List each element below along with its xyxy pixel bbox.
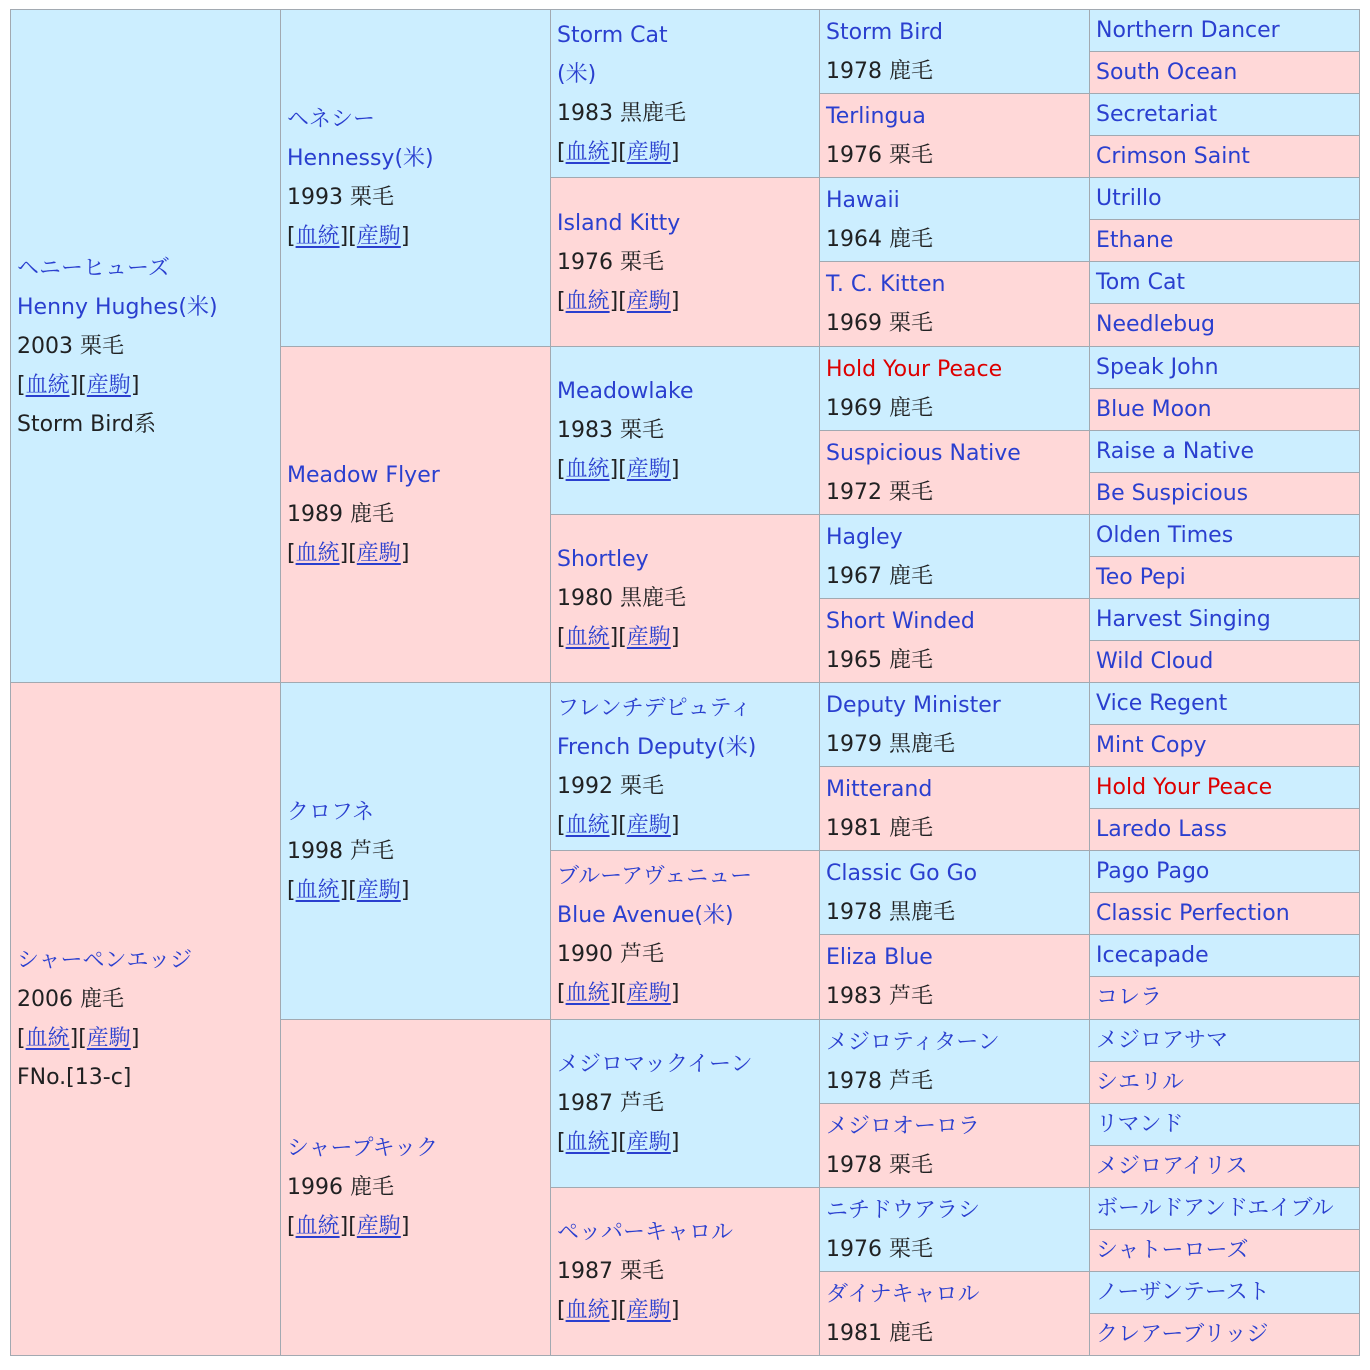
horse-info: 1980 黒鹿毛 — [557, 586, 686, 611]
pedigree-cell-gen5 — [1089, 598, 1360, 641]
bracket: ] — [609, 625, 619, 650]
pedigree-cell-gen4 — [819, 1019, 1090, 1104]
pedigree-links — [287, 534, 544, 573]
horse-name-link[interactable]: Tom Cat — [1096, 269, 1186, 295]
offspring-link[interactable]: 産駒 — [626, 625, 671, 650]
bracket: [ — [557, 457, 566, 482]
pedigree-cell-gen4 — [819, 177, 1090, 262]
bracket: ] — [609, 1130, 619, 1155]
horse-info: 1992 栗毛 — [557, 773, 664, 799]
bracket: [ — [618, 139, 627, 165]
horse-name-link[interactable]: メジロオーロラ — [826, 1113, 981, 1139]
horse-name-link[interactable]: コレラ — [1096, 985, 1163, 1010]
horse-info: 1967 鹿毛 — [826, 563, 933, 589]
horse-info: 1989 鹿毛 — [287, 502, 394, 527]
horse-name-link[interactable]: メジロマックイーン — [557, 1052, 753, 1077]
pedigree-links — [557, 806, 813, 845]
pedigree-link[interactable]: 血統 — [295, 1214, 340, 1239]
offspring-link[interactable]: 産駒 — [626, 288, 671, 314]
horse-name-link[interactable]: Olden Times — [1096, 522, 1234, 548]
pedigree-cell-gen3 — [550, 346, 820, 515]
pedigree-cell-gen5 — [1089, 1061, 1360, 1104]
pedigree-link[interactable]: 血統 — [25, 372, 70, 398]
pedigree-cell-gen5 — [1089, 1187, 1360, 1230]
horse-info: 1998 芦毛 — [287, 838, 394, 864]
horse-name-link[interactable]: Ethane — [1096, 227, 1174, 253]
pedigree-cell-gen5 — [1089, 135, 1360, 178]
bracket: ] — [609, 812, 619, 838]
pedigree-cell-gen5 — [1089, 261, 1360, 304]
bracket: ] — [670, 1298, 680, 1323]
horse-name-link[interactable]: ボールドアンドエイブル — [1096, 1195, 1334, 1221]
horse-name-link[interactable]: Storm Cat — [557, 22, 668, 48]
horse-name-link[interactable]: ニチドウアラシ — [826, 1197, 981, 1223]
horse-info: 1996 鹿毛 — [287, 1175, 394, 1200]
horse-name-link[interactable]: Raise a Native — [1096, 438, 1255, 464]
horse-info: 1979 黒鹿毛 — [826, 731, 955, 757]
pedigree-link[interactable]: 血統 — [565, 981, 610, 1006]
pedigree-link[interactable]: 血統 — [565, 457, 610, 482]
horse-name-link[interactable]: Utrillo — [1096, 185, 1162, 211]
pedigree-cell-gen4 — [819, 346, 1090, 431]
bracket: ] — [670, 1130, 680, 1155]
horse-name-link[interactable]: Pago Pago — [1096, 858, 1210, 884]
pedigree-link[interactable]: 血統 — [565, 812, 610, 838]
pedigree-cell-gen5 — [1089, 303, 1360, 347]
pedigree-links — [557, 282, 813, 321]
horse-info: 1976 栗毛 — [826, 1236, 933, 1262]
pedigree-cell-gen2 — [280, 9, 551, 347]
horse-info: 1983 栗毛 — [557, 418, 664, 443]
offspring-link[interactable]: 産駒 — [626, 457, 671, 482]
horse-name-link[interactable]: クレアーブリッジ — [1096, 1321, 1269, 1347]
horse-name-link[interactable]: クロフネ — [287, 799, 375, 825]
offspring-link[interactable]: 産駒 — [626, 812, 671, 838]
bracket: [ — [618, 1130, 627, 1155]
pedigree-cell-gen4 — [819, 766, 1090, 851]
bracket: ] — [339, 541, 349, 566]
horse-info: 1978 黒鹿毛 — [826, 899, 955, 925]
horse-name-link[interactable]: Teo Pepi — [1096, 564, 1186, 590]
horse-name-link[interactable]: South Ocean — [1096, 59, 1238, 85]
pedigree-cell-gen5 — [1089, 93, 1360, 136]
horse-info: 1978 鹿毛 — [826, 58, 933, 84]
pedigree-cell-gen5 — [1089, 51, 1360, 94]
bracket: [ — [17, 1026, 26, 1051]
pedigree-cell-gen5 — [1089, 724, 1360, 767]
horse-name-link[interactable]: シャープキック — [287, 1136, 439, 1161]
horse-name-link[interactable]: Icecapade — [1096, 942, 1209, 968]
pedigree-cell-gen3 — [550, 9, 820, 178]
horse-name-link[interactable]: ヘニーヒューズ — [17, 255, 170, 281]
horse-name-link[interactable]: シャトーローズ — [1096, 1237, 1249, 1263]
pedigree-link[interactable]: 血統 — [565, 139, 610, 165]
horse-info: 1978 芦毛 — [826, 1068, 933, 1094]
horse-name-link[interactable]: Deputy Minister — [826, 692, 1001, 718]
pedigree-cell-gen5 — [1089, 1313, 1360, 1356]
horse-info: 1981 鹿毛 — [826, 815, 933, 841]
pedigree-link[interactable]: 血統 — [565, 625, 610, 650]
horse-name-link[interactable]: ペッパーキャロル — [557, 1220, 734, 1245]
bracket: ] — [609, 139, 619, 165]
horse-info: 1981 鹿毛 — [826, 1320, 933, 1346]
pedigree-cell-gen2 — [280, 346, 551, 683]
horse-name-link[interactable]: Terlingua — [826, 103, 926, 129]
horse-info: 1965 鹿毛 — [826, 647, 933, 673]
horse-name-link[interactable]: Harvest Singing — [1096, 606, 1271, 632]
pedigree-cell-gen4 — [819, 1187, 1090, 1272]
pedigree-cell-gen3 — [550, 514, 820, 683]
horse-name-link[interactable]: Crimson Saint — [1096, 143, 1250, 169]
pedigree-links — [17, 1019, 274, 1058]
horse-name-link[interactable]: Henny Hughes(米) — [17, 294, 218, 320]
bracket: [ — [287, 224, 296, 249]
offspring-link[interactable]: 産駒 — [626, 981, 671, 1006]
bracket: [ — [287, 541, 296, 566]
horse-name-link[interactable]: Meadow Flyer — [287, 463, 440, 488]
bracket: ] — [339, 1214, 349, 1239]
pedigree-cell-gen4 — [819, 1103, 1090, 1188]
pedigree-links — [557, 1123, 813, 1162]
pedigree-cell-gen3 — [550, 1019, 820, 1188]
pedigree-cell-gen5 — [1089, 808, 1360, 851]
pedigree-cell-gen4 — [819, 430, 1090, 515]
pedigree-link[interactable]: 血統 — [565, 1130, 610, 1155]
horse-info: 1987 芦毛 — [557, 1091, 664, 1116]
pedigree-cell-gen5 — [1089, 1271, 1360, 1314]
horse-name-link[interactable]: Short Winded — [826, 608, 975, 634]
bracket: [ — [348, 224, 357, 249]
horse-info: 1969 栗毛 — [826, 311, 933, 336]
horse-name-link[interactable]: Vice Regent — [1096, 690, 1228, 716]
pedigree-cell-gen5 — [1089, 1229, 1360, 1272]
offspring-link[interactable]: 産駒 — [86, 1026, 131, 1051]
horse-info: 1972 栗毛 — [826, 479, 933, 505]
bracket: ] — [400, 224, 410, 249]
offspring-link[interactable]: 産駒 — [626, 139, 671, 165]
pedigree-link[interactable]: 血統 — [25, 1026, 70, 1051]
bracket: ] — [400, 541, 410, 566]
bracket: ] — [609, 981, 619, 1006]
horse-name-link[interactable]: Be Suspicious — [1096, 480, 1249, 506]
pedigree-cell-gen4 — [819, 9, 1090, 94]
horse-name-link[interactable]: Classic Go Go — [826, 860, 978, 886]
bracket: [ — [557, 139, 566, 165]
horse-name-link[interactable]: Storm Bird — [826, 19, 943, 45]
pedigree-link[interactable]: 血統 — [295, 877, 340, 903]
pedigree-cell-gen5 — [1089, 472, 1360, 515]
horse-name-link[interactable]: Mitterand — [826, 776, 933, 802]
pedigree-cell-gen4 — [819, 850, 1090, 935]
bracket: ] — [670, 457, 680, 482]
pedigree-cell-gen3 — [550, 850, 820, 1020]
pedigree-cell-gen5 — [1089, 1103, 1360, 1146]
horse-info: 1969 鹿毛 — [826, 395, 933, 421]
horse-name-link[interactable]: Eliza Blue — [826, 945, 933, 970]
pedigree-cell-gen4 — [819, 1271, 1090, 1356]
horse-name-link[interactable]: Suspicious Native — [826, 440, 1021, 466]
bracket: [ — [348, 877, 357, 903]
bracket: ] — [670, 812, 680, 838]
pedigree-links — [287, 217, 544, 256]
horse-name-link[interactable]: Laredo Lass — [1096, 816, 1227, 842]
bracket: [ — [618, 981, 627, 1006]
pedigree-cell-gen5 — [1089, 9, 1360, 52]
horse-name-link[interactable]: Classic Perfection — [1096, 900, 1290, 926]
offspring-link[interactable]: 産駒 — [356, 1214, 401, 1239]
horse-info: 1978 栗毛 — [826, 1152, 933, 1178]
offspring-link[interactable]: 産駒 — [356, 541, 401, 566]
horse-name-link[interactable]: Needlebug — [1096, 312, 1216, 337]
pedigree-table — [10, 9, 1359, 1355]
bracket: [ — [287, 877, 296, 903]
horse-name-link[interactable]: Northern Dancer — [1096, 17, 1280, 43]
horse-name-link[interactable]: Blue Avenue(米) — [557, 903, 734, 928]
bracket: [ — [17, 372, 26, 398]
pedigree-link[interactable]: 血統 — [295, 541, 340, 566]
pedigree-cell-gen5 — [1089, 346, 1360, 389]
pedigree-cell-gen5 — [1089, 1145, 1360, 1188]
horse-name-link[interactable]: Hagley — [826, 524, 903, 550]
bracket: ] — [670, 625, 680, 650]
offspring-link[interactable]: 産駒 — [86, 372, 131, 398]
horse-name-link[interactable]: メジロアイリス — [1096, 1153, 1248, 1179]
pedigree-links — [287, 871, 544, 910]
pedigree-cell-gen5 — [1089, 976, 1360, 1020]
horse-name-link[interactable]: Wild Cloud — [1096, 648, 1214, 674]
horse-name-link[interactable]: Hennessy(米) — [287, 146, 434, 171]
horse-name-link[interactable]: Mint Copy — [1096, 732, 1207, 758]
pedigree-cell-gen5 — [1089, 514, 1360, 557]
horse-name-link[interactable]: Speak John — [1096, 354, 1219, 380]
bracket: [ — [618, 812, 627, 838]
horse-name-link[interactable]: Blue Moon — [1096, 396, 1212, 422]
bracket: [ — [557, 981, 566, 1006]
pedigree-cell-gen5 — [1089, 556, 1360, 599]
horse-name-link[interactable]: シエリル — [1096, 1069, 1185, 1095]
bracket: ] — [670, 288, 680, 314]
pedigree-cell-gen5 — [1089, 850, 1360, 893]
pedigree-cell-gen5 — [1089, 219, 1360, 262]
bracket: ] — [339, 877, 349, 903]
horse-name-link[interactable]: Hold Your Peace — [1096, 774, 1273, 800]
pedigree-cell-gen5 — [1089, 177, 1360, 220]
horse-name-link[interactable]: Meadowlake — [557, 379, 694, 404]
pedigree-cell-gen4 — [819, 93, 1090, 178]
pedigree-cell-gen1 — [10, 9, 281, 683]
bracket: [ — [287, 1214, 296, 1239]
pedigree-cell-gen5 — [1089, 892, 1360, 935]
horse-name-link[interactable]: ダイナキャロル — [826, 1281, 980, 1307]
pedigree-cell-gen4 — [819, 934, 1090, 1020]
horse-info: 1976 栗毛 — [826, 142, 933, 168]
bracket: [ — [557, 625, 566, 650]
bracket: ] — [130, 1026, 140, 1051]
pedigree-links — [287, 1207, 544, 1246]
bracket: [ — [618, 288, 627, 314]
horse-name-link[interactable]: Shortley — [557, 547, 649, 572]
horse-info: 1987 栗毛 — [557, 1259, 664, 1284]
horse-name-link[interactable]: (米) — [557, 61, 597, 87]
horse-name-link[interactable]: ブルーアヴェニュー — [557, 864, 753, 889]
horse-info: 2006 鹿毛 — [17, 987, 124, 1012]
pedigree-cell-gen5 — [1089, 430, 1360, 473]
horse-name-link[interactable]: French Deputy(米) — [557, 734, 757, 760]
pedigree-cell-gen1 — [10, 682, 281, 1356]
pedigree-links — [557, 974, 813, 1013]
pedigree-cell-gen2 — [280, 682, 551, 1020]
bracket: [ — [348, 541, 357, 566]
horse-name-link[interactable]: T. C. Kitten — [826, 272, 946, 297]
horse-name-link[interactable]: Island Kitty — [557, 210, 681, 236]
pedigree-links — [557, 133, 813, 172]
pedigree-cell-gen5 — [1089, 766, 1360, 809]
bracket: [ — [557, 812, 566, 838]
pedigree-cell-gen4 — [819, 514, 1090, 599]
horse-name-link[interactable]: メジロティターン — [826, 1029, 1000, 1055]
horse-name-link[interactable]: フレンチデピュティ — [557, 695, 752, 721]
pedigree-links — [17, 366, 274, 405]
bracket: [ — [78, 1026, 87, 1051]
bracket: ] — [400, 877, 410, 903]
bracket: ] — [69, 372, 79, 398]
bracket: [ — [618, 1298, 627, 1323]
bracket: ] — [609, 288, 619, 314]
pedigree-cell-gen2 — [280, 1019, 551, 1356]
pedigree-links — [557, 450, 813, 489]
pedigree-cell-gen3 — [550, 1187, 820, 1356]
pedigree-cell-gen5 — [1089, 388, 1360, 431]
bracket: [ — [348, 1214, 357, 1239]
bracket: ] — [69, 1026, 79, 1051]
bracket: ] — [670, 981, 680, 1006]
horse-info: Storm Bird系 — [17, 411, 156, 437]
bracket: ] — [339, 224, 349, 249]
horse-name-link[interactable]: Hold Your Peace — [826, 356, 1003, 382]
bracket: ] — [609, 457, 619, 482]
bracket: ] — [609, 1298, 619, 1323]
bracket: [ — [557, 288, 566, 314]
horse-info: 1990 芦毛 — [557, 942, 664, 967]
bracket: [ — [618, 457, 627, 482]
horse-info: 1976 栗毛 — [557, 249, 664, 275]
horse-name-link[interactable]: ヘネシー — [287, 107, 376, 132]
pedigree-cell-gen4 — [819, 682, 1090, 767]
pedigree-cell-gen4 — [819, 261, 1090, 347]
bracket: ] — [130, 372, 140, 398]
horse-info: FNo.[13-c] — [17, 1065, 132, 1090]
offspring-link[interactable]: 産駒 — [356, 877, 401, 903]
pedigree-cell-gen3 — [550, 682, 820, 851]
pedigree-cell-gen5 — [1089, 640, 1360, 683]
bracket: [ — [618, 625, 627, 650]
horse-info: 1983 芦毛 — [826, 984, 933, 1009]
horse-name-link[interactable]: Hawaii — [826, 187, 900, 213]
horse-info: 1993 栗毛 — [287, 185, 394, 210]
offspring-link[interactable]: 産駒 — [626, 1298, 671, 1323]
bracket: ] — [670, 139, 680, 165]
horse-info: 1964 鹿毛 — [826, 226, 933, 252]
pedigree-cell-gen5 — [1089, 682, 1360, 725]
pedigree-link[interactable]: 血統 — [565, 288, 610, 314]
horse-name-link[interactable]: Secretariat — [1096, 101, 1218, 127]
bracket: [ — [557, 1130, 566, 1155]
offspring-link[interactable]: 産駒 — [356, 224, 401, 249]
pedigree-cell-gen4 — [819, 598, 1090, 683]
pedigree-cell-gen3 — [550, 177, 820, 347]
pedigree-cell-gen5 — [1089, 934, 1360, 977]
bracket: [ — [557, 1298, 566, 1323]
pedigree-link[interactable]: 血統 — [295, 224, 340, 249]
horse-name-link[interactable]: シャーペンエッジ — [17, 948, 193, 973]
horse-name-link[interactable]: リマンド — [1096, 1111, 1184, 1137]
horse-info: 2003 栗毛 — [17, 333, 124, 359]
pedigree-link[interactable]: 血統 — [565, 1298, 610, 1323]
offspring-link[interactable]: 産駒 — [626, 1130, 671, 1155]
horse-name-link[interactable]: ノーザンテースト — [1096, 1279, 1270, 1305]
bracket: [ — [78, 372, 87, 398]
horse-name-link[interactable]: メジロアサマ — [1096, 1027, 1229, 1053]
pedigree-links — [557, 1291, 813, 1330]
horse-info: 1983 黒鹿毛 — [557, 100, 686, 126]
pedigree-links — [557, 618, 813, 657]
bracket: ] — [400, 1214, 410, 1239]
pedigree-cell-gen5 — [1089, 1019, 1360, 1062]
